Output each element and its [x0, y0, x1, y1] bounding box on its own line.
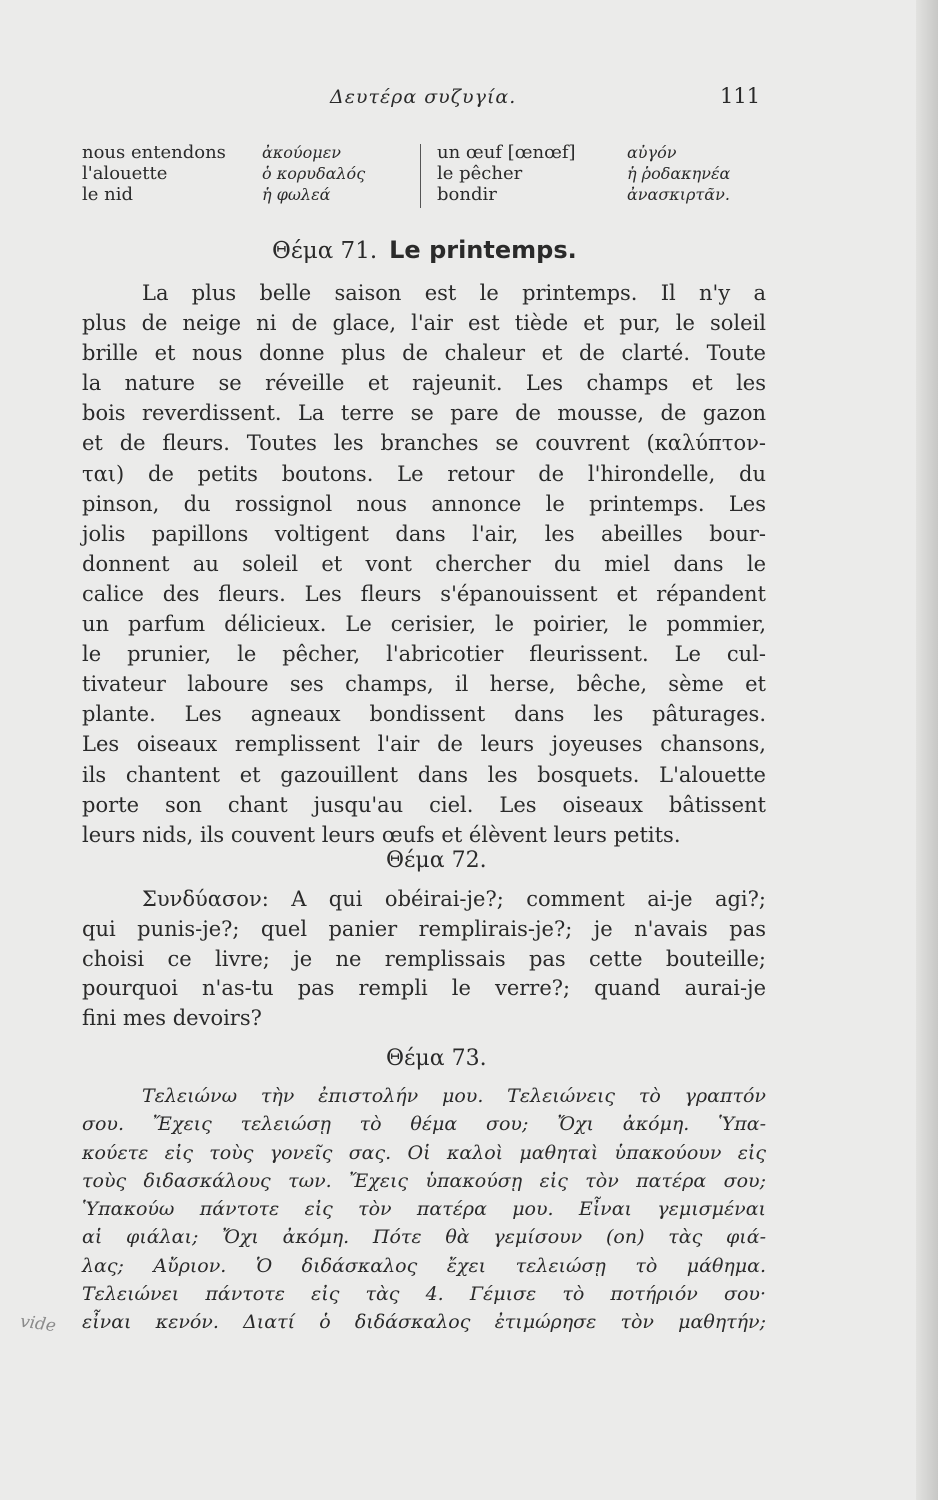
text-line: le prunier, le pêcher, l'abricotier fleurissent. Le cul-: [82, 642, 766, 667]
theme-73-heading: Θέμα 73.: [386, 1046, 487, 1071]
text-line: La plus belle saison est le printemps. Il n'y a: [142, 281, 766, 305]
vocab-greek-left-column: [262, 142, 365, 205]
text-line: donnent au soleil et vont chercher du miel dans le: [82, 551, 766, 576]
text-line: plus de neige ni de glace, l'air est tiède et pur, le soleil: [82, 311, 766, 336]
text-line: calice des fleurs. Les fleurs s'épanouissent et répandent: [82, 581, 766, 606]
text-line: et de fleurs. Toutes les branches se couvrent (καλύπτον-: [82, 431, 766, 456]
running-head: Δευτέρα συζυγία.: [330, 86, 517, 108]
vocab-word: αὐγόν: [627, 143, 677, 162]
vocab-greek-right-column: [627, 142, 730, 205]
theme-72-text: [82, 885, 766, 1034]
theme-72-heading: Θέμα 72.: [386, 848, 487, 873]
text-line: porte son chant jusqu'au ciel. Les oiseaux bâtissent: [82, 792, 766, 817]
text-line: αἱ φιάλαι; Ὄχι ἀκόμη. Πότε θὰ γεμίσουν (on) τὰς φιά-: [82, 1226, 766, 1249]
text-line: un parfum délicieux. Le cerisier, le poirier, le pommier,: [82, 612, 766, 637]
text-line: ται) de petits boutons. Le retour de l'hirondelle, du: [82, 461, 766, 486]
vocab-word: ἀκούομεν: [262, 143, 341, 162]
vocab-word: ὁ κορυδαλός: [262, 164, 366, 183]
text-line: qui punis-je?; quel panier remplirais-je?; je n'avais pas: [82, 916, 766, 941]
vocab-word: l'alouette: [82, 163, 168, 184]
text-line: Συνδύασον: A qui obéirai-je?; comment ai-je agi?;: [142, 887, 766, 911]
text-line: leurs nids, ils couvent leurs œufs et élèvent leurs petits.: [82, 822, 681, 847]
text-line: τοὺς διδασκάλους των. Ἔχεις ὑπακούσῃ εἰς τὸν πατέρα σου;: [82, 1169, 766, 1192]
text-line: κούετε εἰς τοὺς γονεῖς σας. Οἱ καλοὶ μαθηταὶ ὑπακούουν εἰς: [82, 1141, 766, 1164]
theme-71-title: Le printemps.: [389, 236, 577, 264]
vocab-word: le nid: [82, 184, 134, 205]
text-line: pourquoi n'as-tu pas rempli le verre?; quand aurai-je: [82, 976, 766, 1001]
text-line: brille et nous donne plus de chaleur et de clarté. Toute: [82, 341, 766, 366]
vocabulary-table: [82, 142, 782, 212]
vocab-divider: [420, 144, 421, 208]
vocab-word: le pêcher: [437, 163, 523, 184]
handwritten-margin-note: vide: [18, 1311, 58, 1337]
vocab-word: nous entendons: [82, 142, 226, 163]
text-line: Ὑπακούω πάντοτε εἰς τὸν πατέρα μου. Εἶναι γεμισμέναι: [82, 1198, 766, 1221]
text-line: tivateur laboure ses champs, il herse, bêche, sème et: [82, 672, 766, 697]
text-line: Les oiseaux remplissent l'air de leurs joyeuses chansons,: [82, 732, 766, 757]
vocab-word: un œuf [œnœf]: [437, 142, 576, 163]
text-line: λας; Αὔριον. Ὁ διδάσκαλος ἔχει τελειώσῃ τὸ μάθημα.: [82, 1254, 766, 1277]
vocab-french-right-column: [437, 142, 576, 205]
theme-71-heading: [272, 236, 577, 264]
page-edge: [916, 0, 938, 1500]
theme-71-text: [82, 278, 766, 850]
text-line: choisi ce livre; je ne remplissais pas cette bouteille;: [82, 946, 766, 971]
theme-73-text: [82, 1082, 766, 1337]
vocab-word: ἀνασκιρτᾶν.: [627, 185, 730, 204]
vocab-french-left-column: [82, 142, 226, 205]
text-line: σου. Ἔχεις τελειώσῃ τὸ θέμα σου; Ὄχι ἀκόμη. Ὑπα-: [82, 1113, 766, 1136]
text-line: fini mes devoirs?: [82, 1006, 262, 1031]
page-number: 111: [720, 84, 761, 108]
text-line: ils chantent et gazouillent dans les bosquets. L'alouette: [82, 762, 766, 787]
text-line: plante. Les agneaux bondissent dans les pâturages.: [82, 702, 766, 727]
vocab-word: bondir: [437, 184, 497, 205]
text-line: Τελειώνει πάντοτε εἰς τὰς 4. Γέμισε τὸ ποτήριόν σου·: [82, 1283, 766, 1306]
vocab-word: ἡ φωλεά: [262, 185, 331, 204]
vocab-word: ἡ ῥοδακηνέα: [627, 164, 731, 183]
theme-71-number: Θέμα 71.: [272, 238, 378, 264]
text-line: bois reverdissent. La terre se pare de mousse, de gazon: [82, 401, 766, 426]
text-line: Τελειώνω τὴν ἐπιστολήν μου. Τελειώνεις τὸ γραπτόν: [142, 1085, 766, 1107]
text-line: la nature se réveille et rajeunit. Les champs et les: [82, 371, 766, 396]
text-line: pinson, du rossignol nous annonce le printemps. Les: [82, 491, 766, 516]
text-line: jolis papillons voltigent dans l'air, les abeilles bour-: [82, 521, 766, 546]
text-line: εἶναι κενόν. Διατί ὁ διδάσκαλος ἐτιμώρησε τὸν μαθητήν;: [82, 1311, 766, 1334]
